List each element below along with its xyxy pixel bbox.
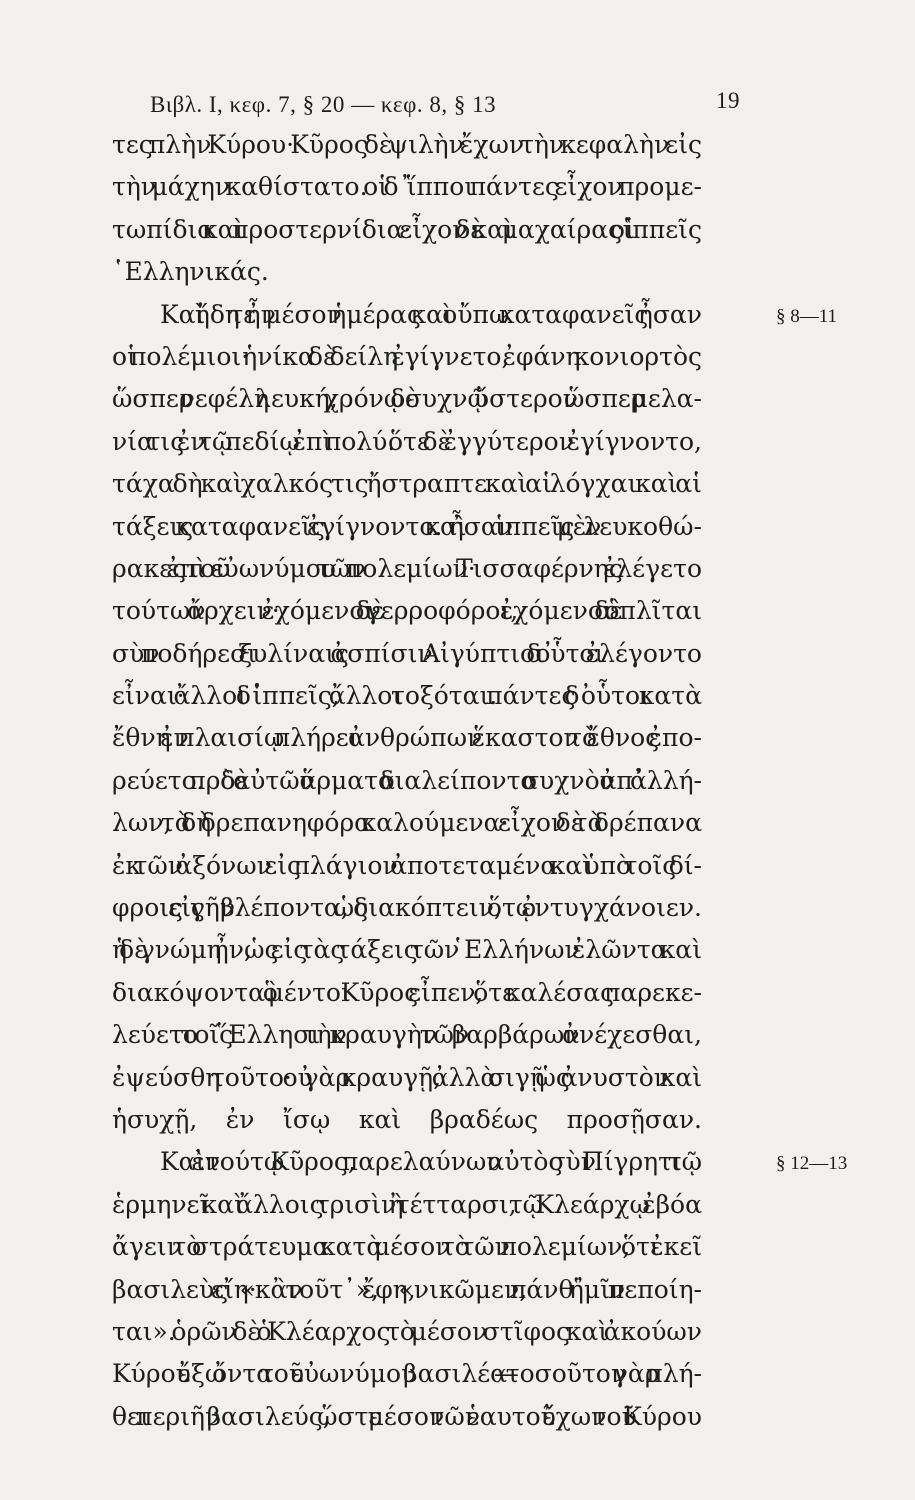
text-line: λων, τὰ δὴ δρεπανηφόρα καλούμενα· εἶχον δὲ τὰ δρέπανα: [112, 808, 702, 838]
text-line: ἔθνη ἐν πλαισίῳ πλήρει ἀνθρώπων ἕκαστον τὸ ἔθνος ἐπο-: [112, 723, 702, 753]
text-line: Καὶ ἐν τούτῳ Κῦρος, παρελαύνων αὐτὸς σὺν Πίγρητι τῷ § 12—13: [160, 1147, 848, 1177]
text-line: νία τις ἐν τῷ πεδίῳ ἐπὶ πολύ. ὅτε δὲ ἐγγύτερον ἐγίγνοντο,: [112, 426, 702, 456]
text-line: ἑρμηνεῖ καὶ ἄλλοις τρισὶν ἢ τέτταρσι, τῷ Κλεάρχῳ ἐβόα: [112, 1189, 702, 1219]
text-line: τούτων ἄρχειν· ἐχόμενοι δὲ γερροφόροι, ἐχόμενοι δὲ ὁπλῖται: [112, 596, 702, 626]
body-text: [112, 130, 848, 1444]
page-header: [150, 88, 740, 118]
text-line: ρακες ἐπὶ τοῦ εὐωνύμου τῶν πολεμίων· Τισσαφέρνης ἐλέγετο: [112, 553, 702, 583]
text-line: ἐκ τῶν ἀξόνων εἰς πλάγιον ἀποτεταμένα καὶ ὑπὸ τοῖς δί-: [112, 850, 702, 880]
text-line: φροις εἰς γῆν βλέποντα, ὡς διακόπτειν, ὅτῳ ἐντυγχάνοιεν.: [112, 893, 702, 923]
text-line: διακόψοντα. ὃ μέντοι Κῦρος εἶπεν, ὅτε καλέσας παρεκε-: [112, 977, 702, 1007]
margin-note: § 8—11: [776, 305, 838, 327]
text-line: ῾Ελληνικάς.: [112, 257, 269, 287]
text-line: ἡ δὲ γνώμη ἦν, ὡς εἰς τὰς τάξεις τῶν ῾Ελλήνων ἐλῶντα καὶ: [112, 935, 702, 965]
text-line: τες πλὴν Κύρου· Κῦρος δὲ ψιλὴν ἔχων τὴν κεφαλὴν εἰς: [112, 130, 702, 159]
text-line: τωπίδια καὶ προστερνίδια· εἶχον δὲ καὶ μαχαίρας οἱ ἱππεῖς: [112, 214, 702, 244]
text-line: Κύρου ἔξω ὄντα τοῦ εὐωνύμου βασιλέα — τοσοῦτον γὰρ πλή-: [112, 1359, 702, 1389]
text-line: σὺν ποδήρεσι ξυλίναις ἀσπίσιν. Αἰγύπτιοι δ᾽ οὗτοι ἐλέγοντο: [112, 638, 702, 668]
text-line: ρεύετο. πρὸ δὲ αὐτῶν ἅρματα διαλείποντα συχνὸν ἀπ᾽ ἀλλή-: [112, 765, 702, 795]
text-line: βασιλεὺς εἴη· «κἂν τοῦτ᾽», ἔφη, «νικῶμεν, πάνθ᾽ ἡμῖν πεποίη-: [112, 1274, 702, 1304]
text-line: λεύετο τοῖς ῞Ελλησι τὴν κραυγὴν τῶν βαρβάρων ἀνέχεσθαι,: [112, 1020, 702, 1050]
text-line: ἡσυχῇ, ἐν ἴσῳ καὶ βραδέως προσῇσαν.: [112, 1104, 702, 1134]
text-line: τάξεις καταφανεῖς ἐγίγνοντο. καὶ ἦσαν ἱππεῖς μὲν λευκοθώ-: [112, 511, 702, 541]
text-line: οἱ πολέμιοι· ἡνίκα δὲ δείλη ἐγίγνετο, ἐφάνη κονιορτὸς: [112, 341, 702, 371]
text-line: εἶναι· ἄλλοι δ᾽ ἱππεῖς, ἄλλοι τοξόται. πάντες δ᾽ οὗτοι κατὰ: [112, 681, 702, 711]
text-line: ται». ὁρῶν δὲ ὁ Κλέαρχος τὸ μέσον στῖφος καὶ ἀκούων: [112, 1316, 702, 1346]
text-line: θει περιῆν βασιλεύς, ὥστε μέσον τῶν ἑαυτοῦ ἔχων τοῦ Κύρου: [112, 1401, 702, 1431]
text-line: ἄγειν τὸ στράτευμα κατὰ μέσον τὸ τῶν πολεμίων, ὅτι ἐκεῖ: [112, 1232, 702, 1262]
text-line: τὴν μάχην καθίστατο. οἱ δ᾽ ἵπποι πάντες εἶχον προμε-: [112, 172, 702, 202]
page-number: 19: [716, 88, 740, 113]
text-line: ὥσπερ νεφέλη λευκή, χρόνῳ δὲ συχνῷ ὕστερον ὥσπερ μελα-: [112, 384, 702, 414]
text-line: ἐψεύσθη τοῦτο· οὐ γὰρ κραυγῇ, ἀλλὰ σιγῇ ὡς ἀνυστὸν καὶ: [112, 1062, 702, 1092]
running-title: Βιβλ. Ι, κεφ. 7, § 20 — κεφ. 8, § 13: [150, 92, 497, 117]
text-line: Καὶ ἤδη τε ἦν μέσον ἡμέρας καὶ οὔπω καταφανεῖς ἦσαν § 8—11: [160, 299, 838, 329]
text-line: τάχα δὴ καὶ χαλκός τις ἤστραπτε καὶ αἱ λόγχαι καὶ αἱ: [112, 469, 702, 499]
margin-note: § 12—13: [776, 1153, 848, 1175]
